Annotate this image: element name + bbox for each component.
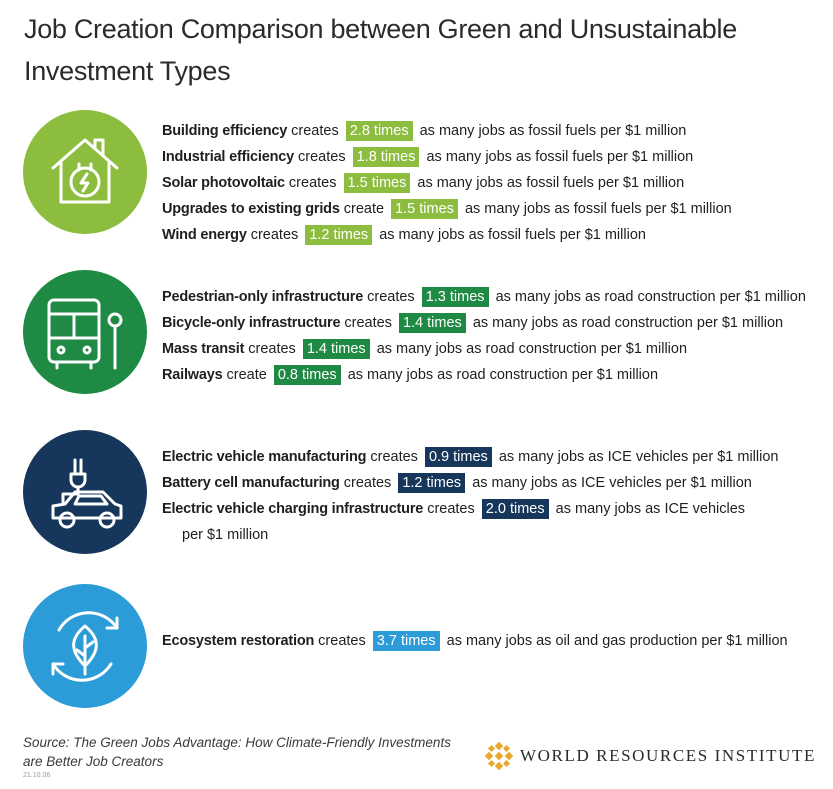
item-subject: Railways [162,367,223,383]
source-line-1: Source: The Green Jobs Advantage: How Climate-Friendly Investments [23,735,451,750]
wri-name: WORLD RESOURCES INSTITUTE [520,746,816,765]
multiplier-badge: 1.8 times [353,147,420,167]
list-item [162,170,732,196]
list-item-continuation [162,522,778,548]
item-comparison: as many jobs as fossil fuels per $1 million [426,149,694,165]
list-item [162,310,806,336]
list-item [162,196,732,222]
house-plug-icon [23,110,147,234]
list-item [162,362,806,388]
item-comparison: as many jobs as fossil fuels per $1 million [419,123,687,139]
list-item [162,496,778,522]
item-subject: Electric vehicle manufacturing [162,449,367,465]
item-comparison: as many jobs as road construction per $1 million [376,341,688,357]
document-code: 21.10.06 [23,772,51,779]
item-verb: create [226,367,267,383]
item-subject: Industrial efficiency [162,149,294,165]
source-line-2: are Better Job Creators [23,754,164,769]
item-verb: create [343,201,385,217]
multiplier-badge: 0.9 times [425,447,492,467]
multiplier-badge: 0.8 times [274,365,341,385]
item-comparison: as many jobs as fossil fuels per $1 million [417,175,685,191]
item-subject: Solar photovoltaic [162,175,285,191]
item-subject: Ecosystem restoration [162,633,315,649]
multiplier-badge: 1.3 times [422,287,489,307]
item-subject: Building efficiency [162,123,288,139]
multiplier-badge: 3.7 times [373,631,440,651]
item-verb: creates [250,227,299,243]
leaf-cycle-icon [23,584,147,708]
item-verb: creates [291,123,339,139]
bus-stop-icon [23,270,147,394]
item-subject: Bicycle-only infrastructure [162,315,341,331]
item-comparison: as many jobs as ICE vehicles [555,501,746,517]
multiplier-badge: 1.5 times [344,173,411,193]
multiplier-badge: 1.4 times [303,339,370,359]
item-subject: Battery cell manufacturing [162,475,340,491]
item-comparison: as many jobs as ICE vehicles per $1 million [498,449,779,465]
item-verb: creates [367,289,415,305]
multiplier-badge: 1.5 times [391,199,458,219]
source-note [23,733,463,771]
wri-logo-icon [484,741,514,771]
item-verb: creates [248,341,296,357]
list-item [162,284,806,310]
item-verb: creates [344,315,392,331]
multiplier-badge: 1.4 times [399,313,466,333]
multiplier-badge: 2.0 times [482,499,549,519]
item-comparison-continued: per $1 million [182,527,269,543]
item-comparison: as many jobs as road construction per $1 million [472,315,784,331]
item-comparison: as many jobs as oil and gas production per $1 million [446,633,788,649]
item-subject: Electric vehicle charging infrastructure [162,501,424,517]
item-comparison: as many jobs as ICE vehicles per $1 million [472,475,752,491]
item-verb: creates [318,633,366,649]
item-subject: Upgrades to existing grids [162,201,340,217]
multiplier-badge: 1.2 times [305,225,372,245]
item-verb: creates [288,175,337,191]
list-item [162,336,806,362]
title-line-1: Job Creation Comparison between Green and Unsustainable [24,14,737,44]
list-item [162,222,732,248]
list-item [162,144,732,170]
electric-car-icon [23,430,147,554]
title-line-2: Investment Types [24,56,231,86]
item-verb: creates [343,475,392,491]
item-verb: creates [427,501,475,517]
item-subject: Wind energy [162,227,247,243]
item-subject: Mass transit [162,341,245,357]
list-item [162,470,778,496]
list-item [162,444,778,470]
multiplier-badge: 1.2 times [398,473,465,493]
item-verb: creates [298,149,346,165]
multiplier-badge: 2.8 times [346,121,413,141]
item-comparison: as many jobs as road construction per $1 million [347,367,659,383]
infographic-title [24,8,814,92]
item-comparison: as many jobs as fossil fuels per $1 million [379,227,646,243]
item-subject: Pedestrian-only infrastructure [162,289,364,305]
list-item [162,118,732,144]
item-comparison: as many jobs as road construction per $1 million [495,289,806,305]
list-item [162,628,788,654]
item-comparison: as many jobs as fossil fuels per $1 million [464,201,732,217]
item-verb: creates [370,449,418,465]
